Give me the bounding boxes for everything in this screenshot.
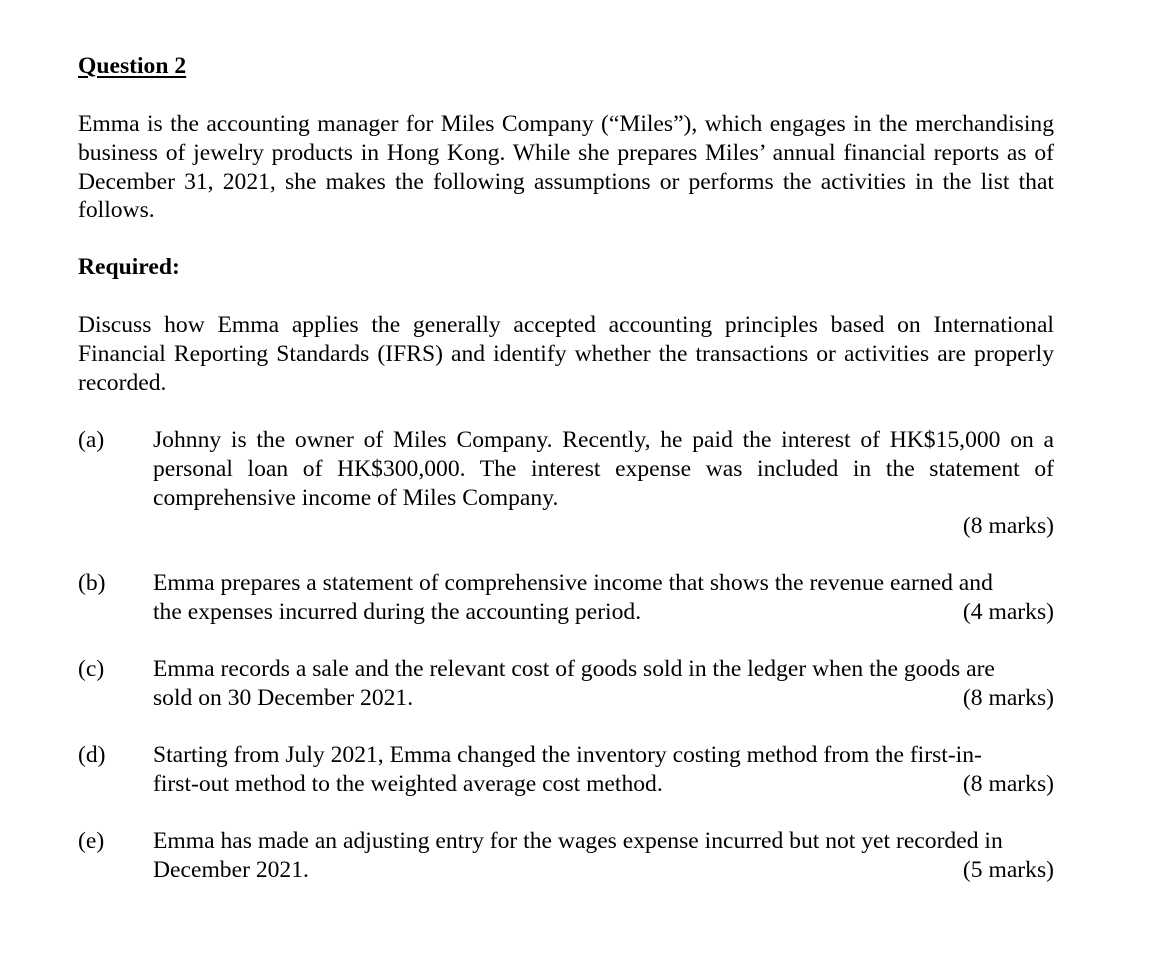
item-body (153, 741, 1054, 799)
item-text-line2: the expenses incurred during the accounting period. (153, 598, 642, 625)
item-body (153, 655, 1054, 713)
required-heading: Required: (78, 254, 180, 280)
item-text-line2: first-out method to the weighted average cost method. (153, 770, 663, 797)
item-letter: (a) (78, 427, 105, 453)
item-body (153, 827, 1054, 885)
item-marks: (4 marks) (962, 598, 1054, 625)
item-text-line2: sold on 30 December 2021. (153, 684, 414, 711)
item-text-line1: Emma records a sale and the relevant cost of goods sold in the ledger when the goods are (153, 656, 995, 682)
question-title: Question 2 (78, 53, 187, 79)
item-letter: (b) (78, 570, 106, 596)
item-text-line2-row (153, 598, 1054, 627)
item-letter: (e) (78, 828, 105, 854)
item-body (153, 569, 1054, 627)
item-text: Johnny is the owner of Miles Company. Recently, he paid the interest of HK$15,000 on a personal loan of HK$300,000. The interest expense was included in the statement of comprehensive income of Miles Company. (153, 427, 1054, 511)
item-letter: (c) (78, 656, 105, 682)
item-text-line1: Emma has made an adjusting entry for the wages expense incurred but not yet recorded in (153, 828, 1003, 854)
item-text-line2-row (153, 856, 1054, 885)
item-letter: (d) (78, 742, 106, 768)
item-marks: (8 marks) (962, 513, 1054, 540)
item-marks: (5 marks) (962, 856, 1054, 883)
intro-paragraph: Emma is the accounting manager for Miles Company (“Miles”), which engages in the merchandising business of jewelry products in Hong Kong. While she prepares Miles’ annual financial reports as of December 31, 2021, she makes the following assumptions or performs the activities in the list that follows. (78, 111, 1054, 224)
item-text-line2-row (153, 684, 1054, 713)
item-body (153, 426, 1054, 541)
item-marks: (8 marks) (962, 684, 1054, 711)
item-text-line2-row (153, 770, 1054, 799)
item-marks: (8 marks) (962, 770, 1054, 797)
task-paragraph: Discuss how Emma applies the generally accepted accounting principles based on International Financial Reporting Standards (IFRS) and identify whether the transactions or activities are properly recorded. (78, 312, 1054, 396)
item-text-line1: Starting from July 2021, Emma changed the inventory costing method from the first-in- (153, 742, 982, 768)
item-text-line1: Emma prepares a statement of comprehensive income that shows the revenue earned and (153, 570, 993, 596)
item-text-line2: December 2021. (153, 856, 309, 883)
